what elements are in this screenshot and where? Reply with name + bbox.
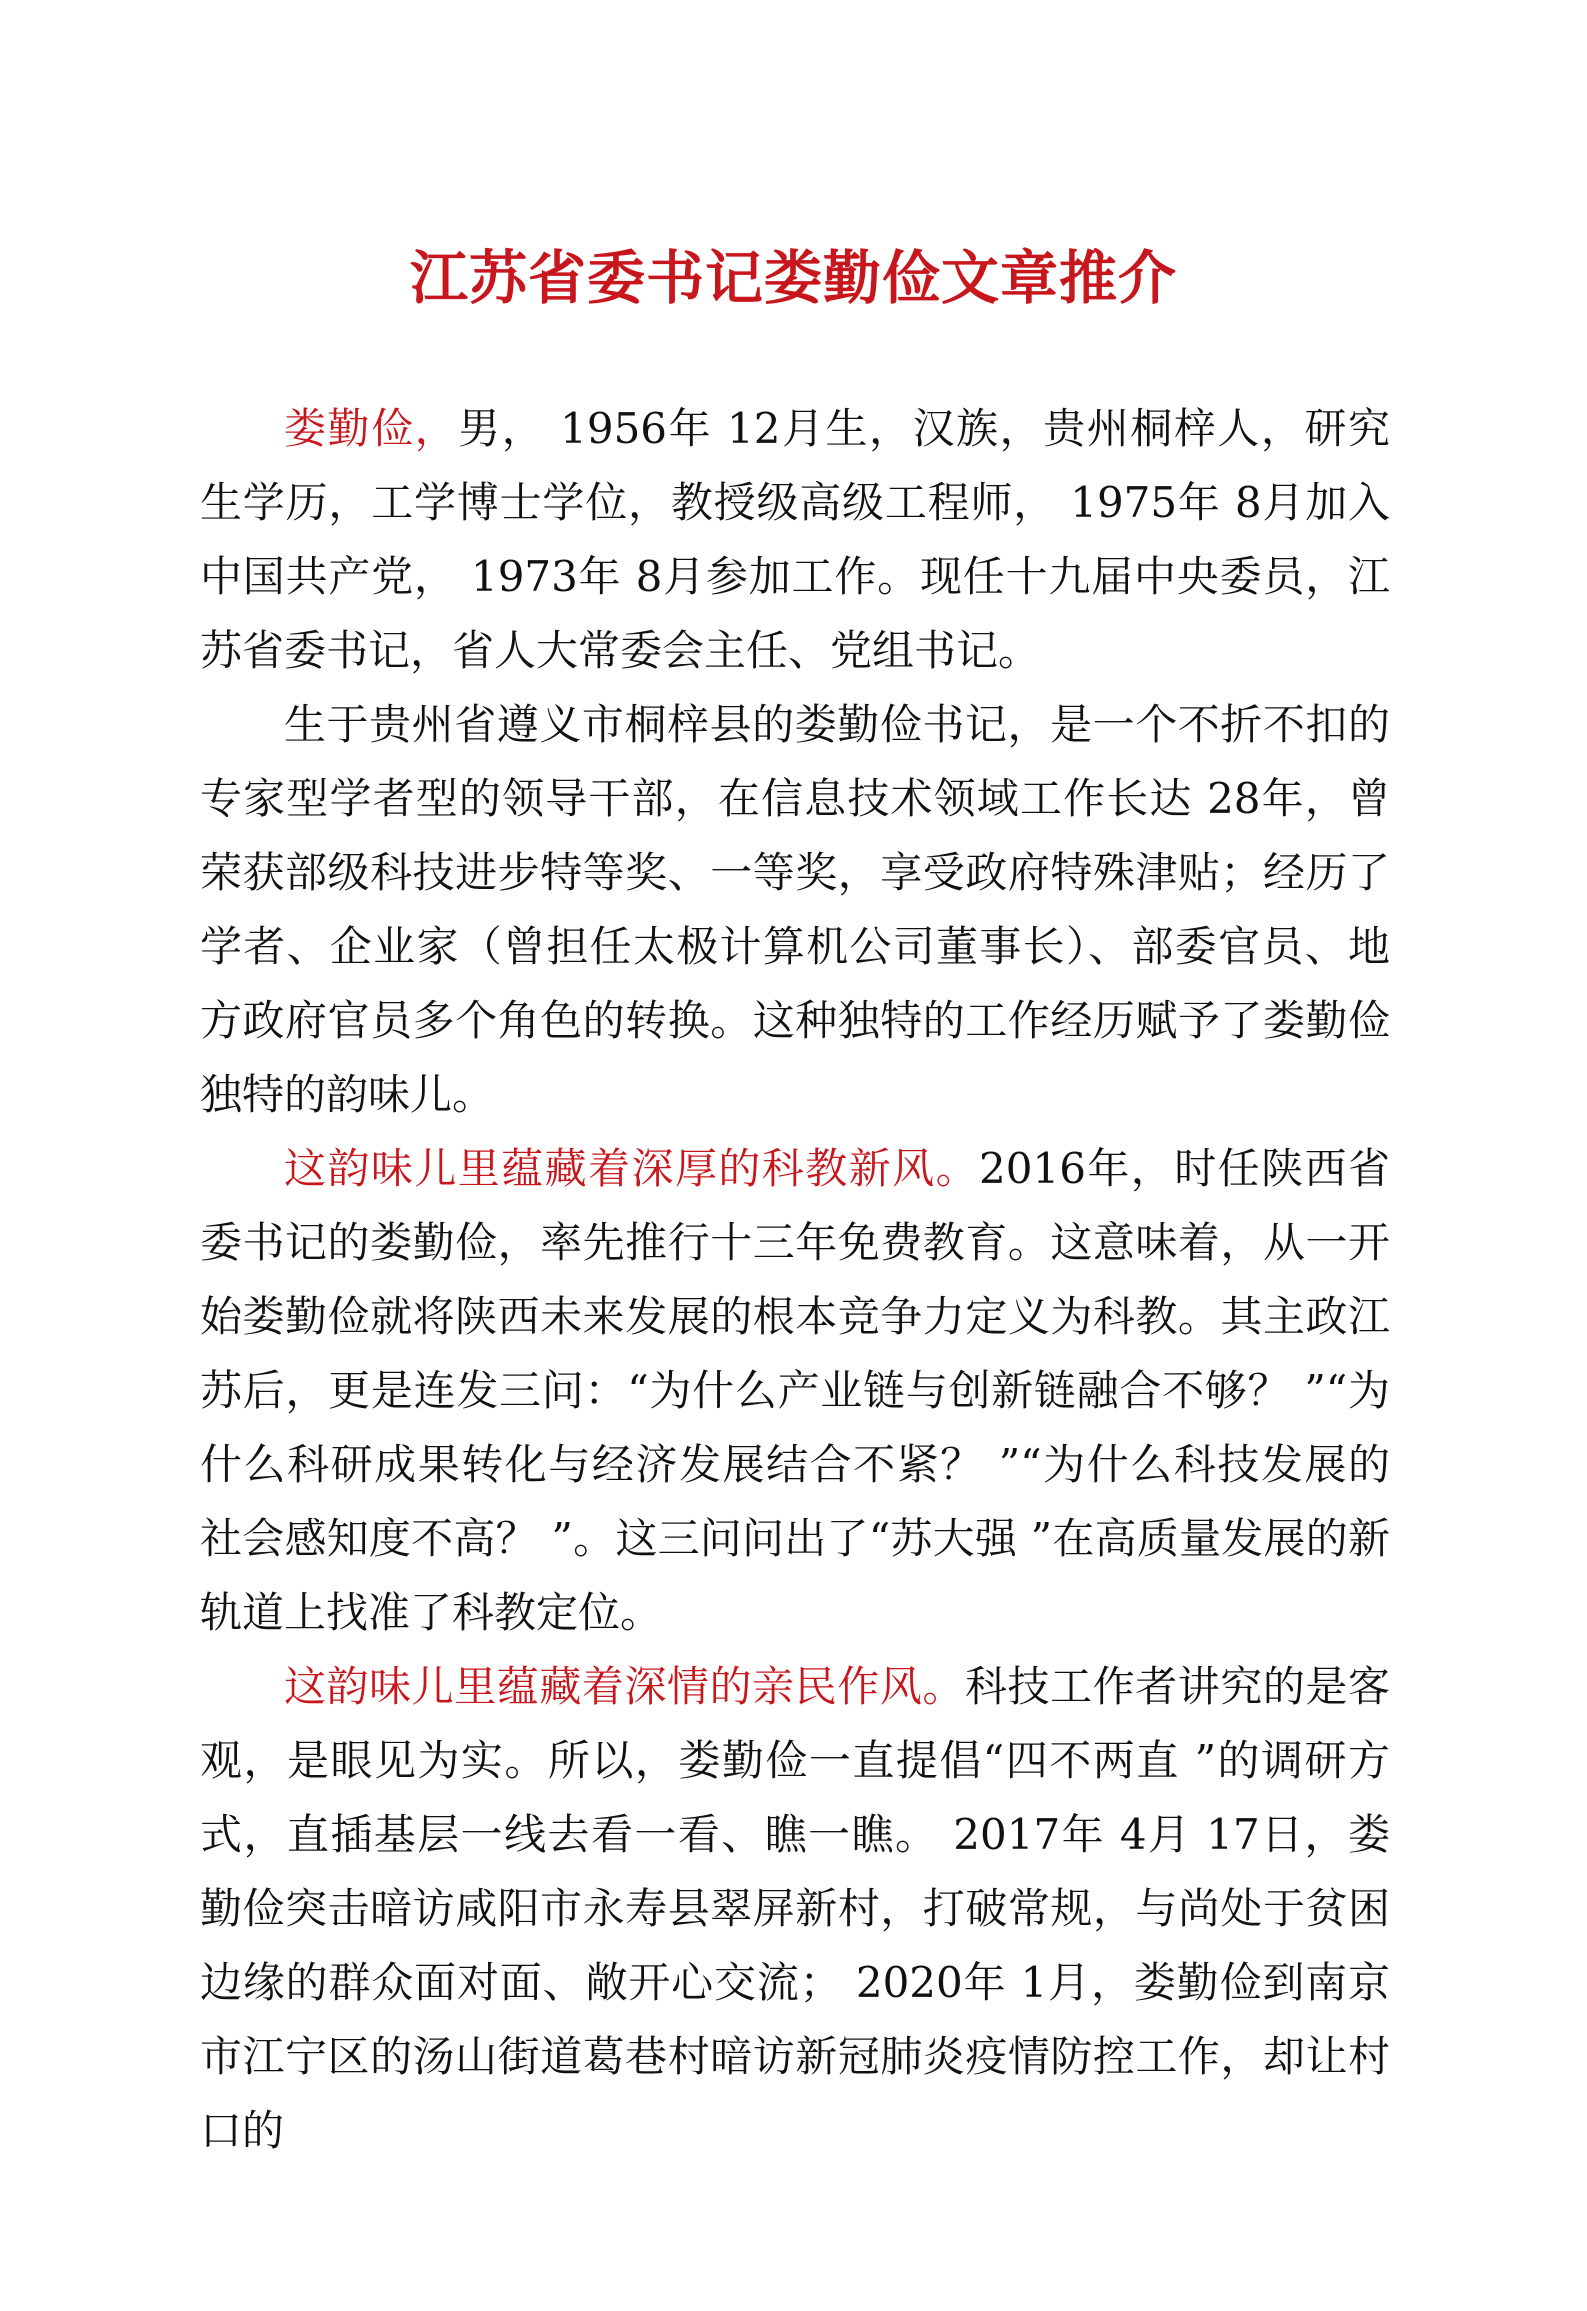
paragraph-lead: 这韵味儿里蕴藏着深情的亲民作风。 [284,1662,965,1711]
article-body [200,392,1390,2168]
paragraph-text: 生于贵州省遵义市桐梓县的娄勤俭书记，是一个不折不扣的专家型学者型的领导干部，在信息技术领域工作长达 28年，曾荣获部级科技进步特等奖、一等奖，享受政府特殊津贴；经历了学者、企业家（曾担任太极计算机公司董事长）、部委官员、地方政府官员多个角色的转换。这种独特的工作经历赋予了娄勤俭独特的韵味儿。 [200,700,1390,1119]
paragraph-science-education [200,1132,1390,1650]
document-title: 江苏省委书记娄勤俭文章推介 [409,244,1177,312]
paragraph-lead: 娄勤俭， [284,404,459,453]
paragraph-text: 男， 1956年 12月生，汉族，贵州桐梓人，研究生学历，工学博士学位，教授级高级工程师， 1975年 8月加入中国共产党， 1973年 8月参加工作。现任十九届中央委员，江苏省委书记，省人大常委会主任、党组书记。 [200,404,1390,675]
paragraph-text: 科技工作者讲究的是客观，是眼见为实。所以，娄勤俭一直提倡“四不两直 ”的调研方式，直插基层一线去看一看、瞧一瞧。 2017年 4月 17日，娄勤俭突击暗访咸阳市永寿县翠屏新村，打破常规，与尚处于贫困边缘的群众面对面、敞开心交流； 2020年 1月，娄勤俭到南京市江宁区的汤山街道葛巷村暗访新冠肺炎疫情防控工作，却让村口的 [200,1662,1390,2155]
paragraph-text: 2016年，时任陕西省委书记的娄勤俭，率先推行十三年免费教育。这意味着，从一开始娄勤俭就将陕西未来发展的根本竞争力定义为科教。其主政江苏后，更是连发三问：“为什么产业链与创新链融合不够？ ”“为什么科研成果转化与经济发展结合不紧？ ”“为什么科技发展的社会感知度不高？ ”。这三问问出了“苏大强 ”在高质量发展的新轨道上找准了科教定位。 [200,1144,1390,1637]
paragraph-close-to-people [200,1650,1390,2168]
paragraph-bio [200,392,1390,688]
paragraph-career [200,688,1390,1132]
paragraph-lead: 这韵味儿里蕴藏着深厚的科教新风。 [284,1144,980,1193]
